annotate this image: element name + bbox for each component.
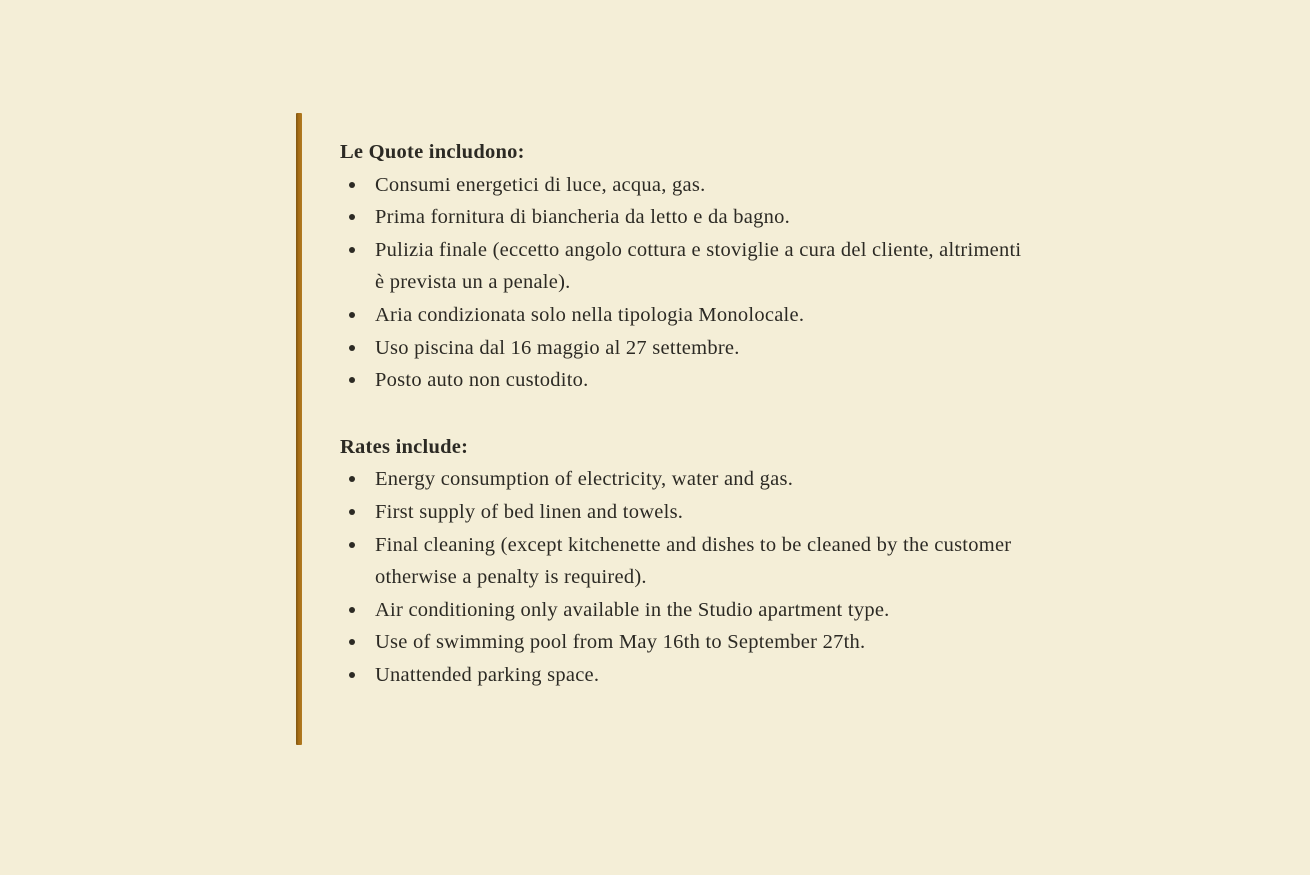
list-item-text: Prima fornitura di biancheria da letto e da bagno. (375, 206, 790, 229)
text-content (340, 136, 1034, 692)
list-item (340, 463, 1034, 496)
bullet-icon (349, 247, 355, 253)
list-item-text: Aria condizionata solo nella tipologia Monolocale. (375, 303, 805, 326)
list-item (340, 364, 1034, 397)
list-item-text: Uso piscina dal 16 maggio al 27 settembre. (375, 336, 740, 359)
section-heading: Rates include: (340, 435, 469, 458)
section-english (340, 431, 1034, 692)
list-item (340, 626, 1034, 659)
section-italian (340, 136, 1034, 397)
list-item (340, 201, 1034, 234)
bullet-icon (349, 672, 355, 678)
bullet-icon (349, 639, 355, 645)
list-item-text: Air conditioning only available in the Studio apartment type. (375, 598, 890, 621)
list-item (340, 529, 1034, 594)
list-item (340, 234, 1034, 299)
list-item-text: Energy consumption of electricity, water and gas. (375, 468, 794, 491)
list-item-text: Unattended parking space. (375, 663, 600, 686)
bullet-icon (349, 377, 355, 383)
list-item-text: First supply of bed linen and towels. (375, 500, 684, 523)
bullet-list (340, 169, 1034, 397)
vertical-accent-rule (296, 113, 302, 745)
list-item-text: Pulizia finale (eccetto angolo cottura e stoviglie a cura del cliente, altrimenti è prevista un a penale). (375, 238, 1022, 294)
bullet-icon (349, 542, 355, 548)
list-item (340, 169, 1034, 202)
list-item-text: Final cleaning (except kitchenette and dishes to be cleaned by the customer otherwise a penalty is required). (375, 533, 1012, 589)
bullet-icon (349, 214, 355, 220)
bullet-icon (349, 345, 355, 351)
bullet-icon (349, 509, 355, 515)
list-item-text: Consumi energetici di luce, acqua, gas. (375, 173, 706, 196)
bullet-list (340, 463, 1034, 691)
section-heading: Le Quote includono: (340, 141, 525, 163)
list-item (340, 299, 1034, 332)
list-item-text: Posto auto non custodito. (375, 369, 589, 392)
list-item (340, 594, 1034, 627)
list-item (340, 496, 1034, 529)
bullet-icon (349, 182, 355, 188)
list-item (340, 659, 1034, 692)
list-item (340, 332, 1034, 365)
bullet-icon (349, 607, 355, 613)
bullet-icon (349, 476, 355, 482)
list-item-text: Use of swimming pool from May 16th to September 27th. (375, 631, 866, 654)
bullet-icon (349, 312, 355, 318)
